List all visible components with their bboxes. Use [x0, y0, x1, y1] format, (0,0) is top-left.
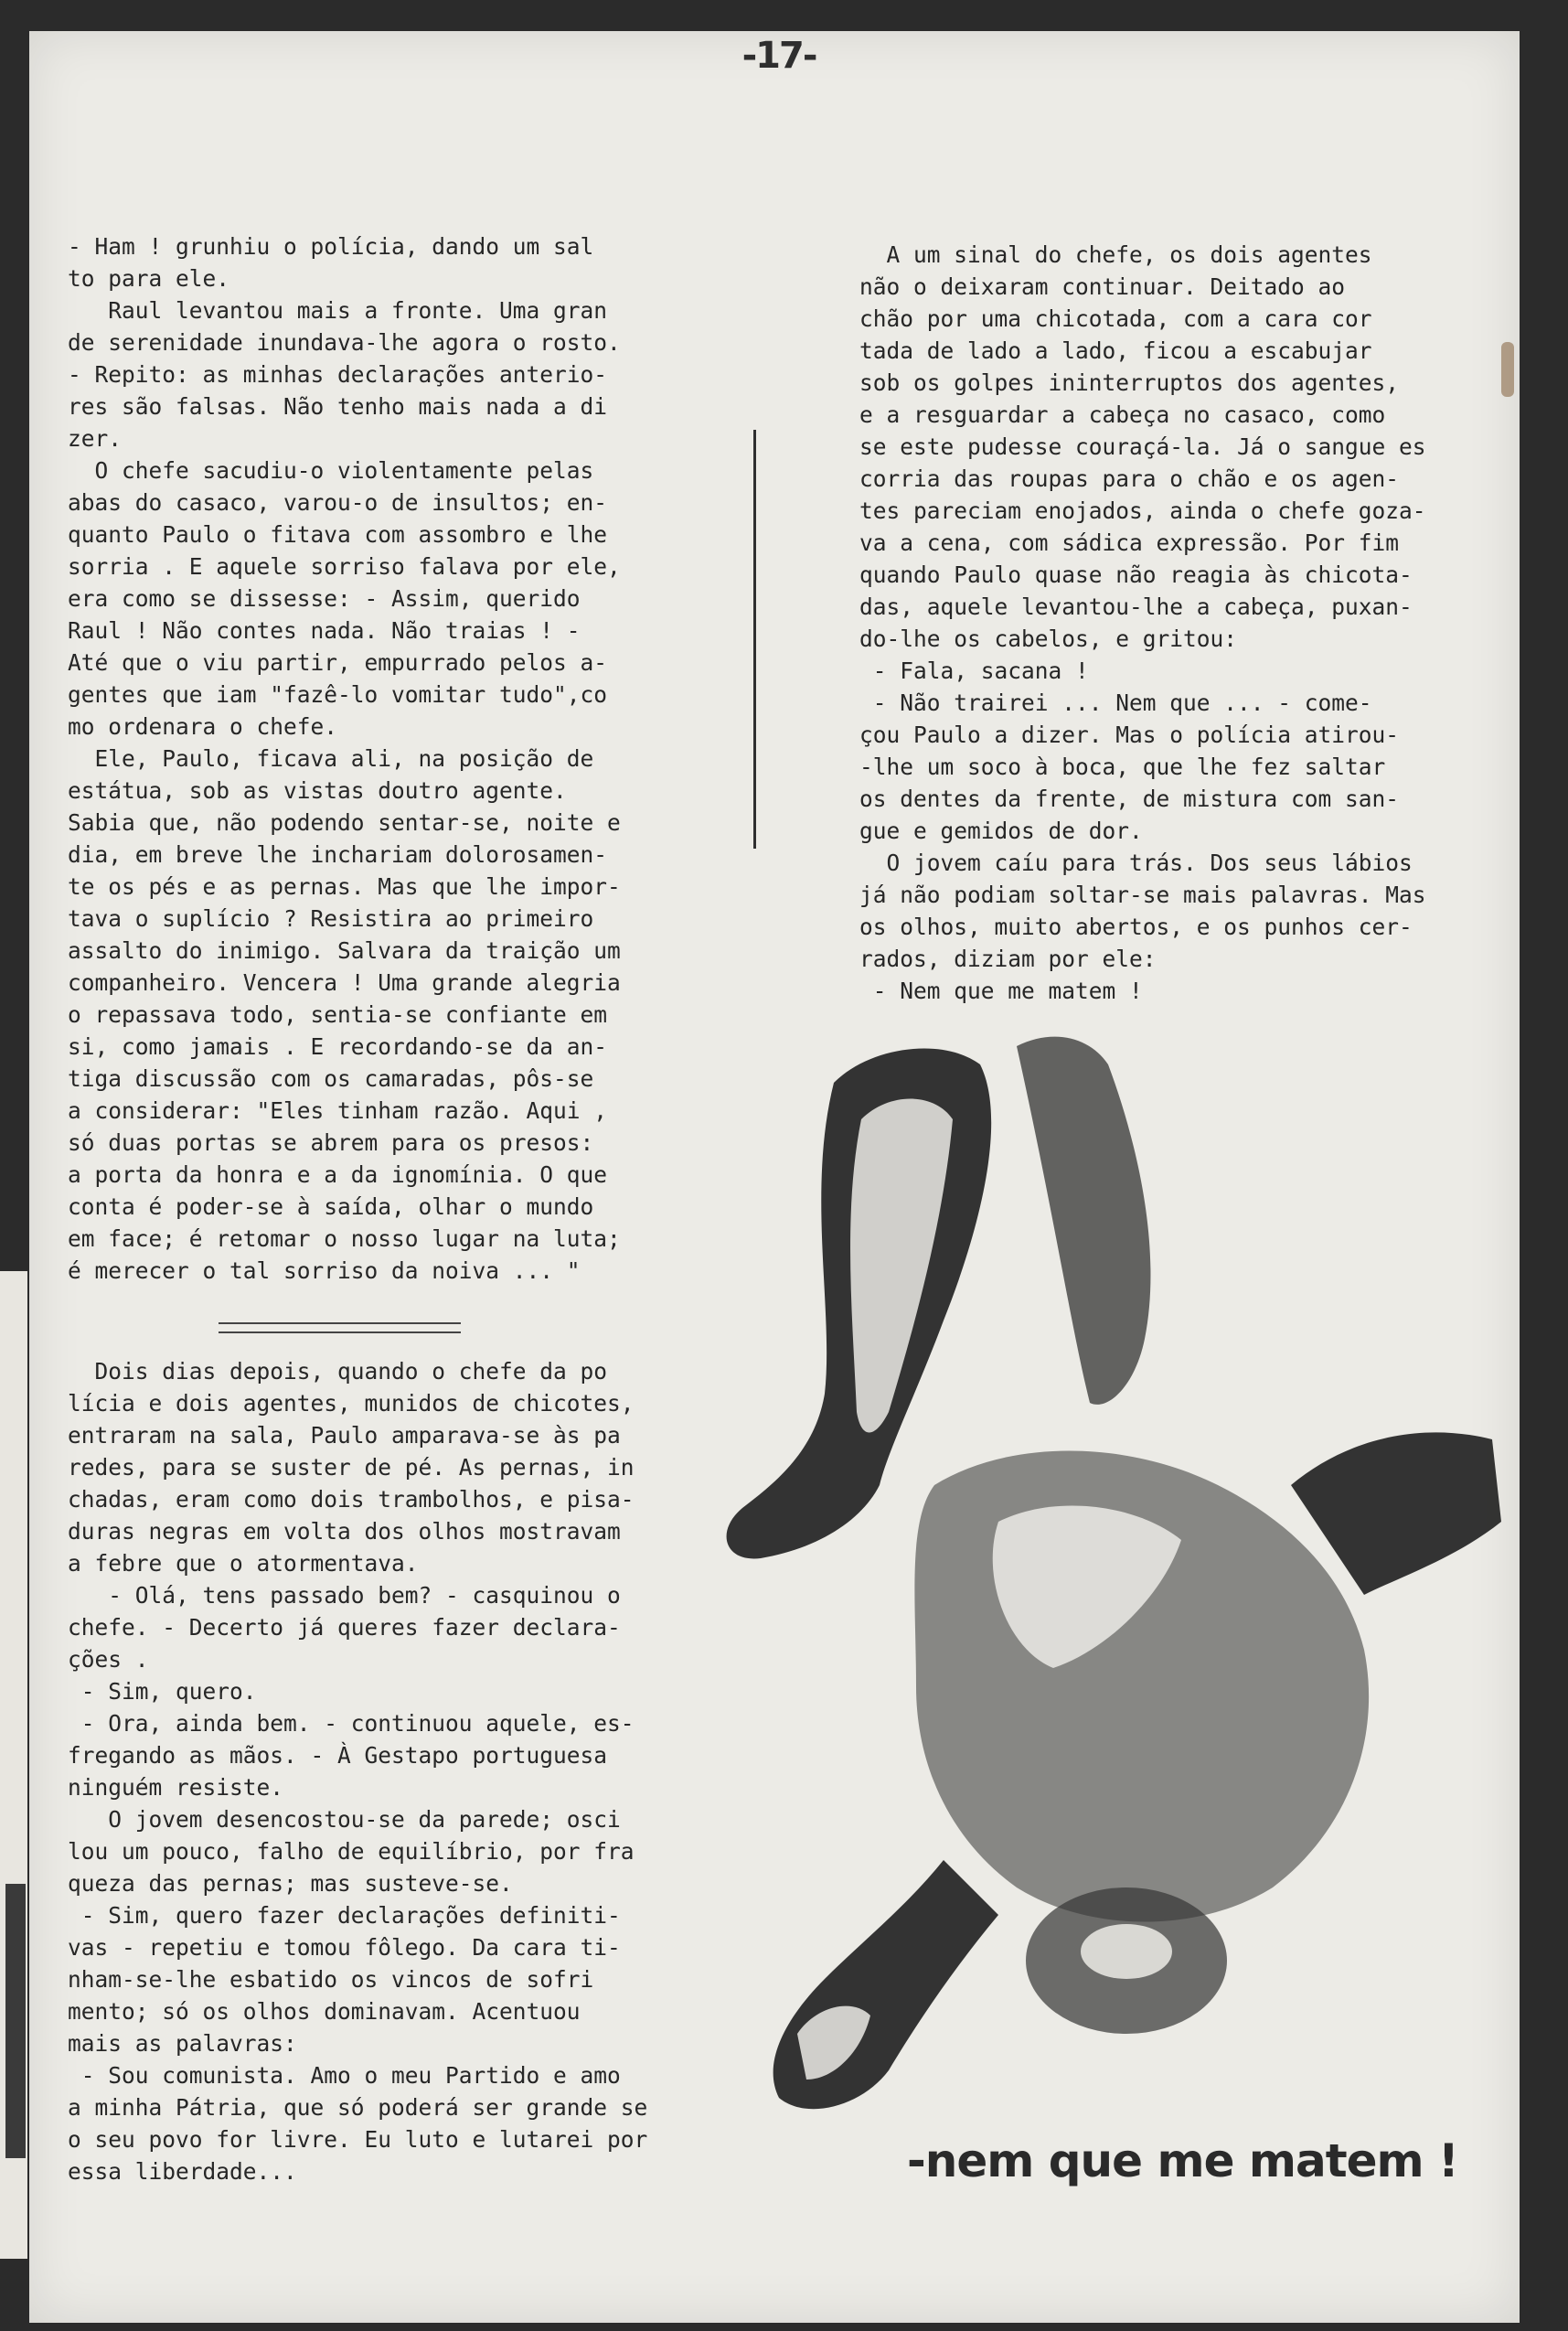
text-line: duras negras em volta dos olhos mostravam	[68, 1518, 621, 1545]
text-column-left-bottom	[68, 1355, 647, 2187]
text-line: não o deixaram continuar. Deitado ao	[859, 273, 1346, 300]
text-line: o seu povo for livre. Eu luto e lutarei por	[68, 2126, 648, 2153]
text-line: ninguém resiste.	[68, 1774, 284, 1801]
text-column-left-top	[68, 230, 621, 1287]
text-line: os dentes da frente, de mistura com san-	[859, 786, 1400, 812]
text-line: quanto Paulo o fitava com assombro e lhe	[68, 521, 608, 548]
text-line: te os pés e as pernas. Mas que lhe impor-	[68, 873, 621, 900]
newspaper-page	[29, 31, 1520, 2323]
text-line: essa liberdade...	[68, 2158, 297, 2185]
text-line: mento; só os olhos dominavam. Acentuou	[68, 1998, 581, 2025]
text-line: - Olá, tens passado bem? - casquinou o	[68, 1582, 621, 1609]
text-line: lícia e dois agentes, munidos de chicotes,	[68, 1390, 635, 1417]
text-line: Ele, Paulo, ficava ali, na posição de	[68, 745, 594, 772]
text-line: tava o suplício ? Resistira ao primeiro	[68, 905, 594, 932]
text-line: to para ele.	[68, 265, 230, 292]
text-line: em face; é retomar o nosso lugar na luta;	[68, 1225, 621, 1252]
text-line: abas do casaco, varou-o de insultos; en-	[68, 489, 608, 516]
ruler-dark-segment	[5, 1884, 26, 2158]
text-line: -lhe um soco à boca, que lhe fez saltar	[859, 754, 1386, 780]
text-line: Até que o viu partir, empurrado pelos a-	[68, 649, 608, 676]
text-line: redes, para se suster de pé. As pernas, in	[68, 1454, 635, 1481]
text-line: nham-se-lhe esbatido os vincos de sofri	[68, 1966, 594, 1993]
text-line: dia, em breve lhe inchariam dolorosamen-	[68, 841, 608, 868]
text-line: - Fala, sacana !	[859, 658, 1089, 684]
text-line: quando Paulo quase não reagia às chicota-	[859, 561, 1413, 588]
paper-stain	[1501, 342, 1514, 397]
text-line: gue e gemidos de dor.	[859, 818, 1143, 844]
text-line: Raul levantou mais a fronte. Uma gran	[68, 297, 608, 324]
text-line: - Ham ! grunhiu o polícia, dando um sal	[68, 233, 594, 260]
text-line: fregando as mãos. - À Gestapo portuguesa	[68, 1742, 608, 1769]
text-line: os olhos, muito abertos, e os punhos cer-	[859, 914, 1413, 940]
text-line: só duas portas se abrem para os presos:	[68, 1129, 594, 1156]
illustration-caption: -nem que me matem !	[907, 2134, 1458, 2187]
text-line: tada de lado a lado, ficou a escabujar	[859, 337, 1372, 364]
text-line: - Não trairei ... Nem que ... - come-	[859, 690, 1372, 716]
text-line: do-lhe os cabelos, e gritou:	[859, 626, 1238, 652]
text-line: Sabia que, não podendo sentar-se, noite e	[68, 809, 621, 836]
text-line: a considerar: "Eles tinham razão. Aqui ,	[68, 1097, 608, 1124]
text-line: va a cena, com sádica expressão. Por fim	[859, 529, 1400, 556]
text-line: o repassava todo, sentia-se confiante em	[68, 1001, 608, 1028]
text-line: queza das pernas; mas susteve-se.	[68, 1870, 513, 1897]
text-line: - Sou comunista. Amo o meu Partido e amo	[68, 2062, 621, 2089]
text-line: é merecer o tal sorriso da noiva ... "	[68, 1257, 581, 1284]
text-line: já não podiam soltar-se mais palavras. Mas	[859, 882, 1426, 908]
text-line: assalto do inimigo. Salvara da traição um	[68, 937, 621, 964]
text-line: - Sim, quero fazer declarações definiti-	[68, 1902, 621, 1929]
text-line: A um sinal do chefe, os dois agentes	[859, 241, 1372, 268]
text-line: Raul ! Não contes nada. Não traias ! -	[68, 617, 581, 644]
column-divider	[753, 430, 756, 849]
text-line: zer.	[68, 425, 123, 452]
scan-color-ruler	[0, 1271, 27, 2259]
text-line: de serenidade inundava-lhe agora o rosto.	[68, 329, 621, 356]
text-line: sorria . E aquele sorriso falava por ele,	[68, 553, 621, 580]
text-line: tiga discussão com os camaradas, pôs-se	[68, 1065, 594, 1092]
text-line: era como se dissesse: - Assim, querido	[68, 585, 581, 612]
text-line: si, como jamais . E recordando-se da an-	[68, 1033, 608, 1060]
text-line: companheiro. Vencera ! Uma grande alegria	[68, 969, 621, 996]
section-separator	[219, 1322, 461, 1333]
text-line: - Ora, ainda bem. - continuou aquele, es-	[68, 1710, 635, 1737]
page-number: -17-	[741, 35, 816, 77]
text-line: a minha Pátria, que só poderá ser grande se	[68, 2094, 648, 2121]
text-line: O jovem caíu para trás. Dos seus lábios	[859, 850, 1413, 876]
text-line: - Nem que me matem !	[859, 978, 1143, 1004]
text-line: mais as palavras:	[68, 2030, 297, 2057]
text-line: corria das roupas para o chão e os agen-	[859, 465, 1400, 492]
text-line: a porta da honra e a da ignomínia. O que	[68, 1161, 608, 1188]
text-line: chão por uma chicotada, com a cara cor	[859, 305, 1372, 332]
text-line: sob os golpes ininterruptos dos agentes,	[859, 369, 1400, 396]
text-line: O chefe sacudiu-o violentamente pelas	[68, 457, 594, 484]
text-line: ções .	[68, 1646, 149, 1673]
text-line: çou Paulo a dizer. Mas o polícia atirou-	[859, 722, 1400, 748]
text-line: lou um pouco, falho de equilíbrio, por fra	[68, 1838, 635, 1865]
text-line: a febre que o atormentava.	[68, 1550, 419, 1577]
text-line: - Repito: as minhas declarações anterio-	[68, 361, 608, 388]
text-line: Dois dias depois, quando o chefe da po	[68, 1358, 608, 1385]
text-line: chadas, eram como dois trambolhos, e pisa-	[68, 1486, 635, 1513]
text-line: rados, diziam por ele:	[859, 946, 1157, 972]
text-line: tes pareciam enojados, ainda o chefe goza-	[859, 497, 1426, 524]
text-line: mo ordenara o chefe.	[68, 713, 338, 740]
text-line: conta é poder-se à saída, olhar o mundo	[68, 1193, 594, 1220]
text-line: gentes que iam "fazê-lo vomitar tudo",co	[68, 681, 608, 708]
text-line: - Sim, quero.	[68, 1678, 257, 1705]
text-line: se este pudesse couraçá-la. Já o sangue es	[859, 433, 1426, 460]
text-line: estátua, sob as vistas doutro agente.	[68, 777, 567, 804]
text-line: res são falsas. Não tenho mais nada a di	[68, 393, 608, 420]
text-line: chefe. - Decerto já queres fazer declara-	[68, 1614, 621, 1641]
text-line: vas - repetiu e tomou fôlego. Da cara ti-	[68, 1934, 621, 1961]
text-line: e a resguardar a cabeça no casaco, como	[859, 401, 1386, 428]
text-line: das, aquele levantou-lhe a cabeça, puxan-	[859, 593, 1413, 620]
text-line: O jovem desencostou-se da parede; osci	[68, 1806, 621, 1833]
text-line: entraram na sala, Paulo amparava-se às pa	[68, 1422, 621, 1449]
text-column-right	[859, 239, 1426, 1007]
woodcut-fallen-prisoner-illustration	[706, 1010, 1510, 2125]
